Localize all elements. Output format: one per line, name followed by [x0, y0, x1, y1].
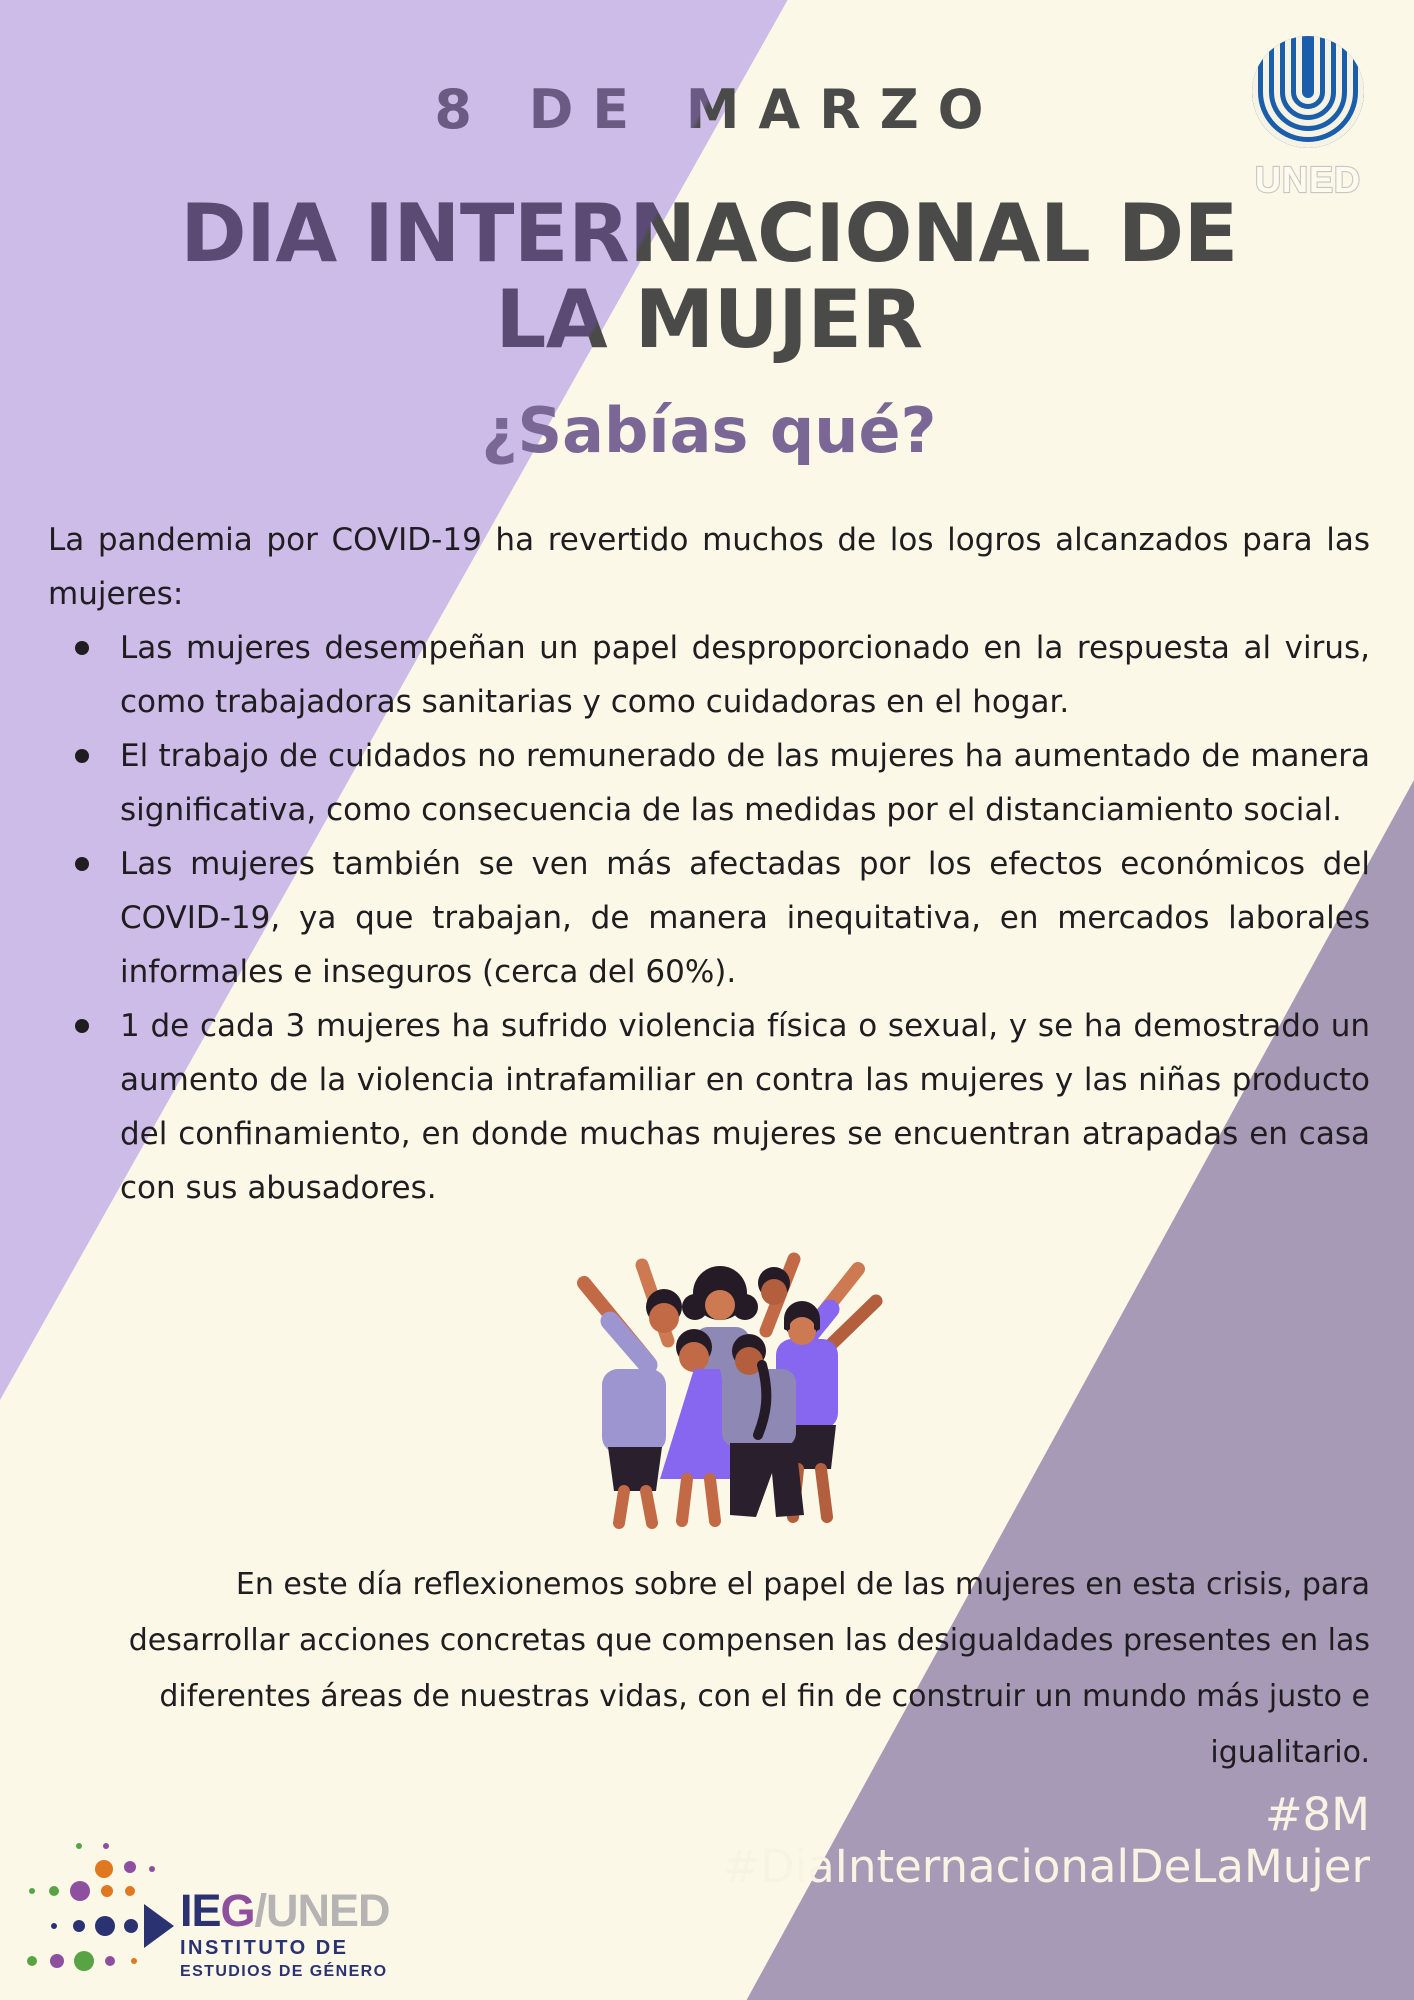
- uned-logo: [1248, 34, 1368, 206]
- ieg-uned-logo: [24, 1834, 390, 1984]
- ieg-institute-line1: INSTITUTO DE: [180, 1937, 349, 1959]
- bullet-dot-icon: [75, 1019, 89, 1033]
- hashtag-8m: #8M: [1264, 1787, 1370, 1841]
- hashtag-dia-internacional: #DiaInternacionalDeLaMujer: [722, 1839, 1370, 1893]
- uned-circle-u-icon: [1248, 34, 1368, 202]
- ieg-acronym-ie: IE: [180, 1885, 221, 1936]
- uned-logo-text: UNED: [1254, 159, 1362, 200]
- intro-paragraph: La pandemia por COVID-19 ha revertido muchos de los logros alcanzados para las mujeres:: [48, 521, 1370, 612]
- ieg-text-block: [180, 1885, 390, 1981]
- closing-paragraph: En este día reflexionemos sobre el papel de las mujeres en esta crisis, para desarrollar acciones concretas que compensen las desigualdades presentes en las diferentes áreas de nuestras vidas, con el fin de construir un mundo más justo e igualitario.: [128, 1566, 1370, 1770]
- illustration-wrap: [48, 1219, 1370, 1535]
- bullet-dot-icon: [75, 749, 89, 763]
- ieg-acronym-uned: /UNED: [254, 1885, 390, 1936]
- list-item-text: 1 de cada 3 mujeres ha sufrido violencia física o sexual, y se ha demostrado un aumento de la violencia intrafamiliar en contra las mujeres y las niñas producto del confinamiento, en donde muchas mujeres se encuentran atrapadas en casa con sus abusadores.: [120, 1007, 1370, 1206]
- page-title: DIA INTERNACIONAL DE LA MUJER: [119, 191, 1299, 364]
- ieg-acronym-g: G: [220, 1885, 255, 1936]
- list-item-text: Las mujeres desempeñan un papel desproporcionado en la respuesta al virus, como trabajadoras sanitarias y como cuidadoras en el hogar.: [120, 629, 1370, 720]
- kicker-date: 8 DE MARZO: [48, 0, 1370, 141]
- ieg-acronym: [180, 1885, 390, 1936]
- ieg-dots-icon: [24, 1834, 176, 1984]
- list-item: [120, 729, 1370, 837]
- facts-list: [48, 621, 1370, 1215]
- bullet-dot-icon: [75, 857, 89, 871]
- bullet-dot-icon: [75, 641, 89, 655]
- ieg-institute-line2: ESTUDIOS DE GÉNERO: [180, 1963, 388, 1980]
- subtitle-question: ¿Sabías qué?: [481, 393, 937, 467]
- list-item: [120, 837, 1370, 999]
- list-item-text: Las mujeres también se ven más afectadas por los efectos económicos del COVID-19, ya que trabajan, de manera inequitativa, en mercados laborales informales e inseguros (cerca del 60%).: [120, 845, 1370, 990]
- list-item-text: El trabajo de cuidados no remunerado de las mujeres ha aumentado de manera significativa, como consecuencia de las medidas por el distanciamiento social.: [120, 737, 1370, 828]
- list-item: [120, 999, 1370, 1215]
- list-item: [120, 621, 1370, 729]
- women-illustration: [544, 1219, 904, 1531]
